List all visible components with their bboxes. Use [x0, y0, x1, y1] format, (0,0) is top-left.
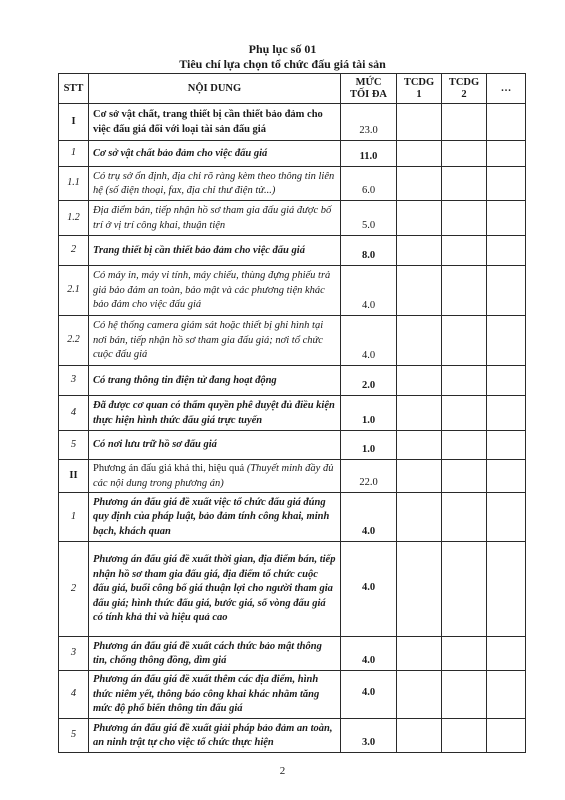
- table-row: [59, 719, 526, 753]
- row-stt: 3: [59, 366, 89, 396]
- score-cell: [487, 542, 526, 637]
- score-cell: [442, 236, 487, 266]
- score-cell: [442, 671, 487, 719]
- table-row: [59, 141, 526, 167]
- row-stt: 4: [59, 396, 89, 431]
- row-stt: 2.2: [59, 316, 89, 366]
- score-cell: [397, 201, 442, 236]
- row-content: Có hệ thống camera giám sát hoặc thiết bị ghi hình tại nơi bán, tiếp nhận hồ sơ tham gia đấu giá; nơi tổ chức cuộc đấu giá: [89, 316, 341, 366]
- criteria-table: [58, 73, 526, 753]
- score-cell: [442, 316, 487, 366]
- row-content: Phương án đấu giá đề xuất cách thức bảo mật thông tin, chống thông đồng, dìm giá: [89, 637, 341, 671]
- score-cell: [397, 236, 442, 266]
- row-max-score: 3.0: [341, 719, 397, 753]
- header-tcdg-2: [442, 74, 487, 104]
- score-cell: [397, 141, 442, 167]
- table-row: [59, 167, 526, 201]
- row-content: Trang thiết bị cần thiết bảo đảm cho việc đấu giá: [89, 236, 341, 266]
- score-cell: [442, 460, 487, 493]
- score-cell: [487, 396, 526, 431]
- row-stt: 4: [59, 671, 89, 719]
- score-cell: [487, 316, 526, 366]
- header-tcdg2-line1: TCDG: [448, 76, 480, 88]
- header-noi-dung: NỘI DUNG: [89, 74, 341, 104]
- score-cell: [397, 104, 442, 141]
- table-row: [59, 431, 526, 460]
- score-cell: [397, 671, 442, 719]
- score-cell: [487, 366, 526, 396]
- score-cell: [442, 431, 487, 460]
- row-stt: 3: [59, 637, 89, 671]
- score-cell: [397, 366, 442, 396]
- header-stt: STT: [59, 74, 89, 104]
- row-content: Có nơi lưu trữ hồ sơ đấu giá: [89, 431, 341, 460]
- row-stt: 1: [59, 141, 89, 167]
- row-stt: 1: [59, 493, 89, 542]
- row-stt: 1.1: [59, 167, 89, 201]
- row-max-score: 4.0: [341, 316, 397, 366]
- appendix-title: Phụ lục số 01: [248, 42, 317, 56]
- row-max-score: 1.0: [341, 396, 397, 431]
- row-stt: 1.2: [59, 201, 89, 236]
- score-cell: [487, 104, 526, 141]
- score-cell: [487, 266, 526, 316]
- row-content-note: (Thuyết minh đầy đủ các nội dung trong phương án): [93, 463, 334, 489]
- score-cell: [487, 431, 526, 460]
- row-max-score: 8.0: [341, 236, 397, 266]
- row-max-score: 1.0: [341, 431, 397, 460]
- score-cell: [442, 637, 487, 671]
- score-cell: [397, 719, 442, 753]
- page-number: 2: [279, 765, 286, 777]
- score-cell: [487, 637, 526, 671]
- table-row: [59, 637, 526, 671]
- table-row: [59, 316, 526, 366]
- table-row: [59, 542, 526, 637]
- row-max-score: 11.0: [341, 141, 397, 167]
- score-cell: [397, 431, 442, 460]
- header-tcdg1-line2: 1: [416, 88, 422, 100]
- row-stt: II: [59, 460, 89, 493]
- row-content: Phương án đấu giá đề xuất việc tổ chức đấu giá đúng quy định của pháp luật, bảo đảm tính công khai, minh bạch, khách quan: [89, 493, 341, 542]
- row-content-main: Phương án đấu giá khả thi, hiệu quả: [93, 463, 245, 474]
- row-stt: 5: [59, 719, 89, 753]
- score-cell: [487, 493, 526, 542]
- table-title: Tiêu chí lựa chọn tổ chức đấu giá tài sản: [179, 57, 386, 71]
- score-cell: [397, 316, 442, 366]
- score-cell: [442, 167, 487, 201]
- table-row: [59, 266, 526, 316]
- row-max-score: 4.0: [341, 493, 397, 542]
- score-cell: [442, 141, 487, 167]
- score-cell: [397, 460, 442, 493]
- score-cell: [487, 201, 526, 236]
- header-tcdg1-line1: TCDG: [403, 76, 435, 88]
- table-row: [59, 366, 526, 396]
- score-cell: [442, 104, 487, 141]
- row-max-score: 23.0: [341, 104, 397, 141]
- score-cell: [487, 460, 526, 493]
- score-cell: [397, 542, 442, 637]
- row-content: Phương án đấu giá đề xuất thêm các địa điểm, hình thức niêm yết, thông báo công khai khác nhằm tăng mức độ phổ biến thông tin đấu giá: [89, 671, 341, 719]
- row-max-score: 4.0: [341, 266, 397, 316]
- table-row: [59, 236, 526, 266]
- row-content: Phương án đấu giá đề xuất giải pháp bảo đảm an toàn, an ninh trật tự cho việc tổ chức thực hiện: [89, 719, 341, 753]
- score-cell: [487, 141, 526, 167]
- row-max-score: 5.0: [341, 201, 397, 236]
- table-row: [59, 493, 526, 542]
- header-tcdg2-line2: 2: [461, 88, 467, 100]
- row-max-score: 6.0: [341, 167, 397, 201]
- score-cell: [397, 493, 442, 542]
- row-max-score: 4.0: [341, 671, 397, 719]
- header-tcdg-1: [397, 74, 442, 104]
- row-content: [89, 460, 341, 493]
- row-max-score: 4.0: [341, 637, 397, 671]
- row-content: Địa điểm bán, tiếp nhận hồ sơ tham gia đấu giá được bố trí ở vị trí công khai, thuận tiện: [89, 201, 341, 236]
- row-stt: 2: [59, 542, 89, 637]
- row-stt: I: [59, 104, 89, 141]
- table-row: [59, 201, 526, 236]
- row-content: Đã được cơ quan có thẩm quyền phê duyệt đủ điều kiện thực hiện hình thức đấu giá trực tuyến: [89, 396, 341, 431]
- score-cell: [487, 719, 526, 753]
- score-cell: [442, 396, 487, 431]
- row-max-score: 4.0: [341, 542, 397, 637]
- header-muc-line1: MỨC: [355, 76, 382, 88]
- row-stt: 5: [59, 431, 89, 460]
- table-row: [59, 104, 526, 141]
- row-stt: 2: [59, 236, 89, 266]
- table-row: [59, 460, 526, 493]
- score-cell: [487, 236, 526, 266]
- row-content: Cơ sở vật chất, trang thiết bị cần thiết bảo đảm cho việc đấu giá đối với loại tài sản đấu giá: [89, 104, 341, 141]
- score-cell: [397, 266, 442, 316]
- row-max-score: 2.0: [341, 366, 397, 396]
- row-content: Phương án đấu giá đề xuất thời gian, địa điểm bán, tiếp nhận hồ sơ tham gia đấu giá, địa điểm tổ chức cuộc đấu giá, buổi công bố giá thuận lợi cho người tham gia đấu giá; hình thức đấu giá, bước giá, số vòng đấu giá có tính khả thi và hiệu quả cao: [89, 542, 341, 637]
- score-cell: [397, 396, 442, 431]
- table-row: [59, 671, 526, 719]
- header-more: …: [487, 74, 526, 104]
- table-row: [59, 396, 526, 431]
- header-muc-toi-da: [341, 74, 397, 104]
- score-cell: [442, 542, 487, 637]
- score-cell: [442, 493, 487, 542]
- row-content: Có máy in, máy vi tính, máy chiếu, thùng đựng phiếu trả giá bảo đảm an toàn, bảo mật và các phương tiện khác bảo đảm cho việc đấu giá: [89, 266, 341, 316]
- row-content: Cơ sở vật chất bảo đảm cho việc đấu giá: [89, 141, 341, 167]
- score-cell: [442, 266, 487, 316]
- row-content: Có trang thông tin điện tử đang hoạt động: [89, 366, 341, 396]
- row-stt: 2.1: [59, 266, 89, 316]
- score-cell: [442, 201, 487, 236]
- score-cell: [487, 167, 526, 201]
- header-muc-line2: TỐI ĐA: [349, 88, 388, 100]
- row-content: Có trụ sở ổn định, địa chỉ rõ ràng kèm theo thông tin liên hệ (số điện thoại, fax, địa chỉ thư điện tử...): [89, 167, 341, 201]
- row-max-score: 22.0: [341, 460, 397, 493]
- score-cell: [487, 671, 526, 719]
- score-cell: [442, 366, 487, 396]
- score-cell: [397, 637, 442, 671]
- score-cell: [397, 167, 442, 201]
- score-cell: [442, 719, 487, 753]
- header-row: [59, 74, 526, 104]
